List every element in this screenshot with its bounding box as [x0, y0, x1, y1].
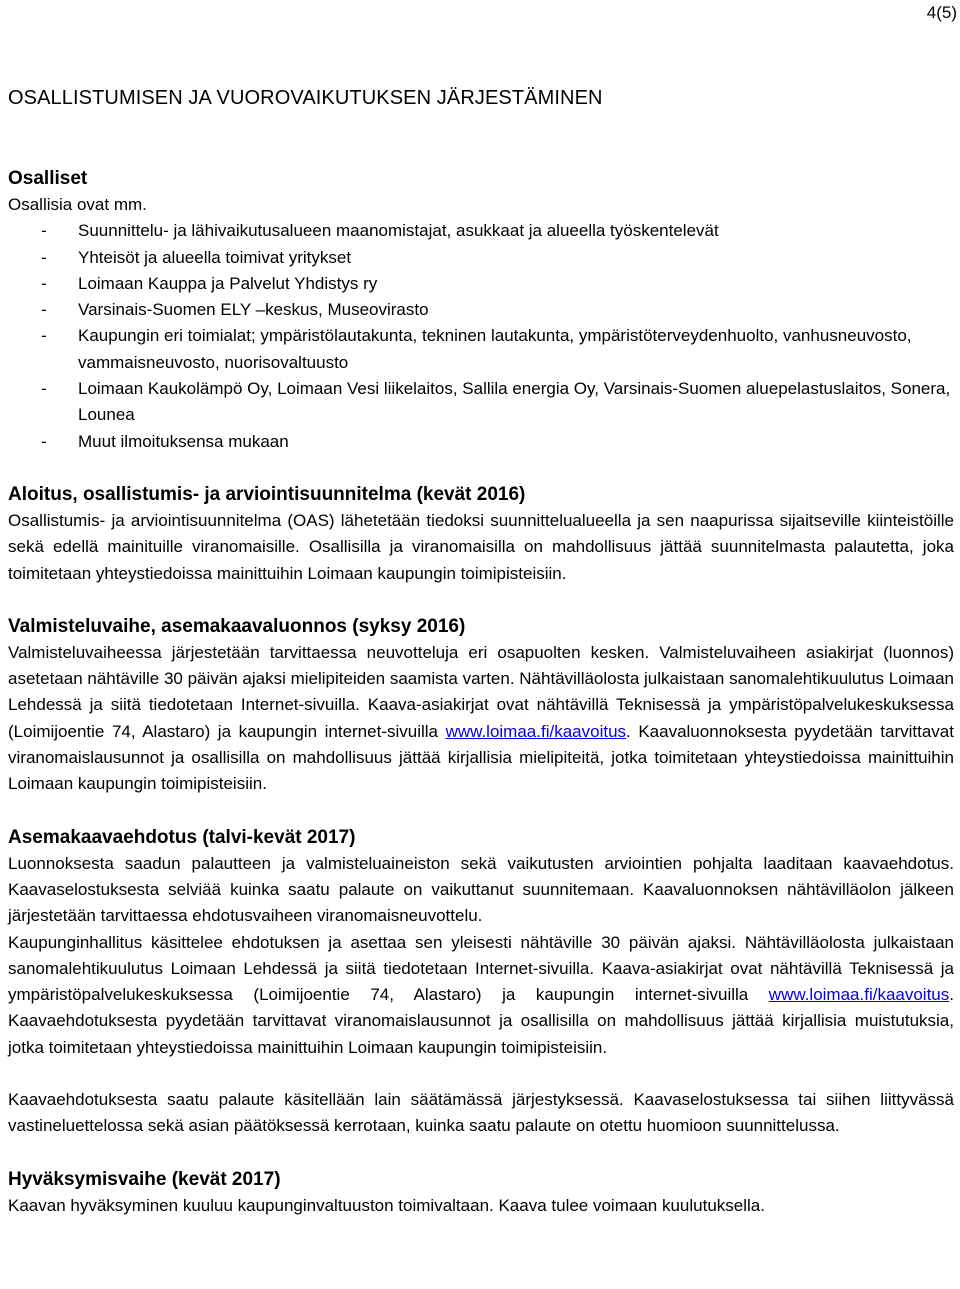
list-item [8, 376, 954, 429]
page-number: 4(5) [926, 3, 957, 22]
list-item [8, 271, 954, 297]
dash-marker: - [41, 247, 47, 267]
document-body [8, 82, 954, 1219]
list-item-text: Loimaan Kauppa ja Palvelut Yhdistys ry [78, 273, 378, 293]
ehdotus-paragraph-3: Kaavaehdotuksesta saatu palaute käsitellään lain säätämässä järjestyksessä. Kaavaselostuksessa tai siihen liittyvässä vastineluettelossa sekä asian päätöksessä kerrotaan, kuinka saatu palaute on otettu huomioon suunnittelussa. [8, 1090, 954, 1136]
dash-marker: - [41, 326, 47, 346]
section-osalliset [8, 165, 954, 455]
section-heading-hyvaksymis: Hyväksymisvaihe (kevät 2017) [8, 1168, 281, 1190]
section-valmistelu [8, 613, 954, 798]
list-item [8, 218, 954, 244]
list-item [8, 429, 954, 455]
list-item-text: Muut ilmoituksensa mukaan [78, 431, 289, 451]
ehdotus-paragraph-2 [8, 930, 954, 1061]
hyvaksymis-text: Kaavan hyväksyminen kuuluu kaupunginvaltuuston toimivaltaan. Kaava tulee voimaan kuulutuksella. [8, 1195, 765, 1215]
page-title: OSALLISTUMISEN JA VUOROVAIKUTUKSEN JÄRJESTÄMINEN [8, 87, 603, 109]
section-heading-valmistelu: Valmisteluvaihe, asemakaavaluonnos (syksy 2016) [8, 615, 466, 637]
section-hyvaksymis [8, 1166, 954, 1219]
list-item-text: Varsinais-Suomen ELY –keskus, Museovirasto [78, 300, 429, 320]
list-item [8, 297, 954, 323]
list-item-text: Yhteisöt ja alueella toimivat yritykset [78, 247, 352, 267]
valmistelu-text-start: Valmisteluvaiheessa järjestetään tarvittaessa neuvotteluja eri osapuolten kesken. Valmisteluvaiheen asiakirjat (luonnos) asetetaan nähtäville 30 päivän ajaksi mielipiteiden saamista varten. Nähtävilläolosta julkaistaan sanomalehtikuulutus Loimaan Lehdessä ja siitä tiedotetaan Internet-sivuilla. Kaava-asiakirjat ovat nähtävillä Teknisessä ja ympäristöpalvelukeskuksessa (Loimijoentie 74, Alastaro) ja kaupungin internet-sivuilla [8, 642, 954, 741]
valmistelu-text-end: . Kaavaluonnoksesta pyydetään tarvittavat viranomaislausunnot ja osallisilla on mahdollisuus jättää kirjallisia mielipiteitä, jotka toimitetaan yhteystiedoissa mainittuihin Loimaan kaupungin toimipisteisiin. [8, 721, 954, 794]
aloitus-text: Osallistumis- ja arviointisuunnitelma (OAS) lähetetään tiedoksi suunnittelualueella ja sen naapurissa sijaitseville kiinteistöille sekä edellä mainituille viranomaisille. Osallisilla ja viranomaisilla on mahdollisuus jättää suunnitelmasta palautetta, joka toimitetaan yhteystiedoissa mainittuihin Loimaan kaupungin toimipisteisiin. [8, 510, 954, 583]
dash-marker: - [41, 379, 47, 399]
dash-marker: - [41, 273, 47, 293]
osalliset-list [8, 218, 954, 455]
ehdotus-paragraph-1: Luonnoksesta saadun palautteen ja valmisteluaineiston sekä vaikutusten arviointien pohjalta laaditaan kaavaehdotus. Kaavaselostuksesta selviää kuinka saatu palaute on vaikuttanut suunnitemaan. Kaavaluonnoksen nähtävilläolon jälkeen järjestetään tarvittaessa ehdotusvaiheen viranomaisneuvottelu. [8, 853, 954, 926]
kaavoitus-link[interactable]: www.loimaa.fi/kaavoitus [768, 985, 950, 1005]
section-heading-osalliset: Osalliset [8, 168, 88, 189]
dash-marker: - [41, 300, 47, 320]
section-ehdotus [8, 824, 954, 1140]
list-item-text: Kaupungin eri toimialat; ympäristölautakunta, tekninen lautakunta, ympäristöterveydenhuolto, vanhusneuvosto, vammaisneuvosto, nuorisovaltuusto [78, 326, 912, 372]
section-heading-ehdotus: Asemakaavaehdotus (talvi-kevät 2017) [8, 826, 356, 848]
dash-marker: - [41, 221, 47, 241]
list-item-text: Loimaan Kaukolämpö Oy, Loimaan Vesi liikelaitos, Sallila energia Oy, Varsinais-Suomen aluepelastuslaitos, Sonera, Lounea [78, 379, 951, 425]
dash-marker: - [41, 431, 47, 451]
list-item [8, 245, 954, 271]
kaavoitus-link[interactable]: www.loimaa.fi/kaavoitus [445, 721, 627, 741]
ehdotus-text-end: . Kaavaehdotuksesta pyydetään tarvittavat viranomaislausunnot ja osallisilla on mahdollisuus jättää kirjallisia muistutuksia, jotka toimitetaan yhteystiedoissa mainittuihin Loimaan kaupungin toimipisteisiin. [8, 985, 954, 1057]
section-aloitus [8, 481, 954, 587]
section-heading-aloitus: Aloitus, osallistumis- ja arviointisuunnitelma (kevät 2016) [8, 483, 526, 505]
valmistelu-text [8, 640, 954, 798]
list-item [8, 323, 954, 376]
osalliset-intro: Osallisia ovat mm. [8, 195, 147, 214]
ehdotus-text-start: Kaupunginhallitus käsittelee ehdotuksen ja asettaa sen yleisesti nähtäville 30 päivän ajaksi. Nähtävilläolosta julkaistaan sanomalehtikuulutus Loimaan Lehdessä ja siitä tiedotetaan Internet-sivuilla. Kaava-asiakirjat ovat nähtävillä Teknisessä ja ympäristöpalvelukeskuksessa (Loimijoentie 74, Alastaro) ja kaupungin internet-sivuilla [8, 932, 954, 1005]
list-item-text: Suunnittelu- ja lähivaikutusalueen maanomistajat, asukkaat ja alueella työskentelevät [78, 221, 719, 241]
